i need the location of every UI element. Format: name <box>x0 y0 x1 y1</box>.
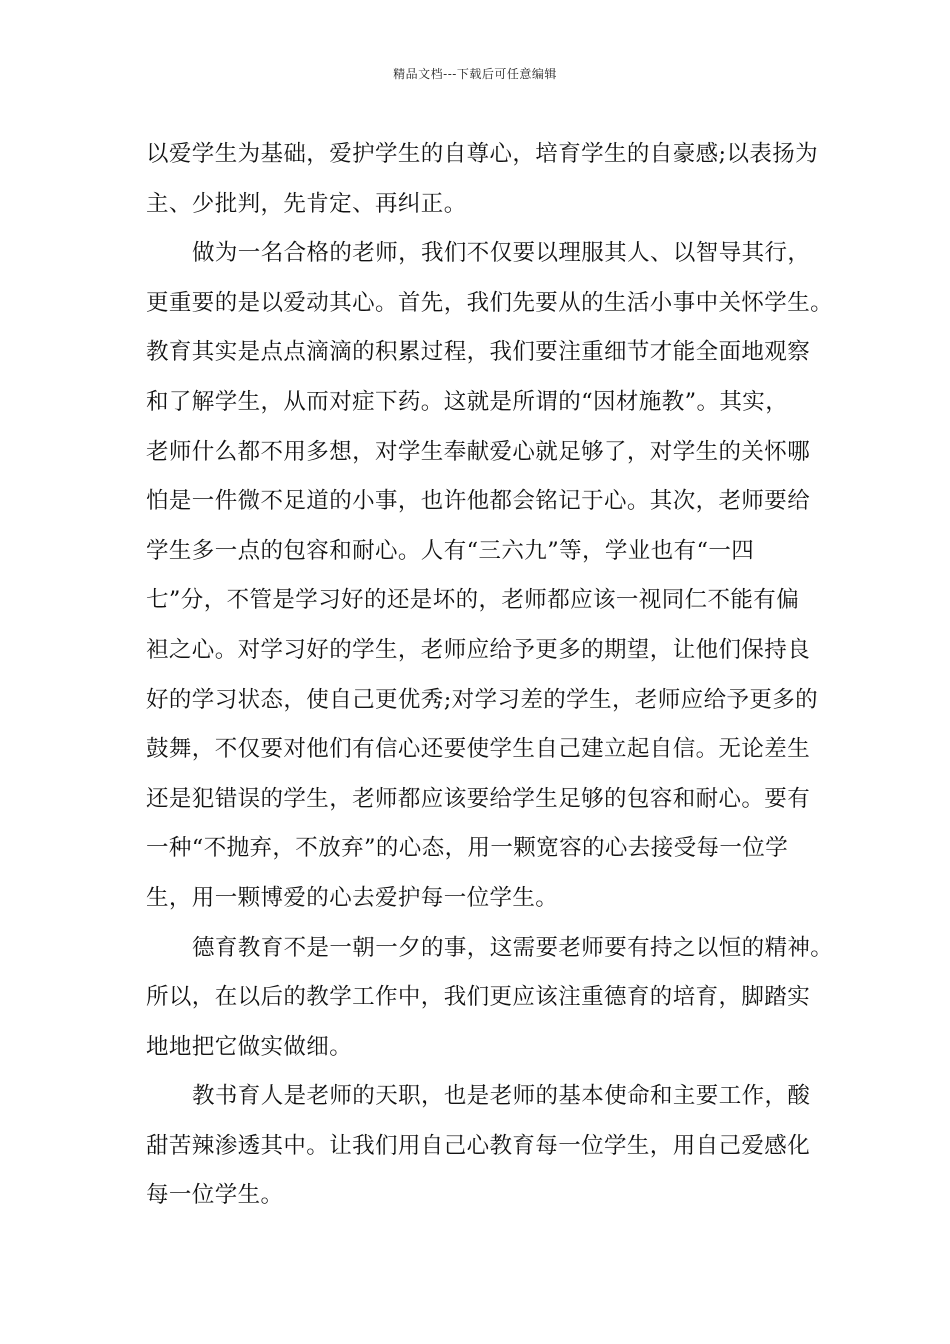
text-line: 以爱学生为基础，爱护学生的自尊心，培育学生的自豪感;以表扬为 <box>146 141 819 167</box>
text-line: 和了解学生，从而对症下药。这就是所谓的“因材施教”。其实， <box>146 388 789 415</box>
text-line: 做为一名合格的老师，我们不仅要以理服其人、以智导其行， <box>192 240 811 267</box>
text-line: 每一位学生。 <box>146 1182 284 1209</box>
text-line: 德育教育不是一朝一夕的事，这需要老师要有持之以恒的精神。 <box>192 934 834 961</box>
text-line: 一种“不抛弃，不放弃”的心态，用一颗宽容的心去接受每一位学 <box>146 835 789 862</box>
document-body <box>146 130 834 1221</box>
text-line: 教书育人是老师的天职，也是老师的基本使命和主要工作，酸 <box>192 1083 811 1110</box>
text-line: 还是犯错误的学生，老师都应该要给学生足够的包容和耐心。要有 <box>146 785 811 812</box>
text-line: 好的学习状态，使自己更优秀;对学习差的学生，老师应给予更多的 <box>146 686 819 713</box>
text-line: 学生多一点的包容和耐心。人有“三六九”等，学业也有“一四 <box>146 537 755 564</box>
text-line: 教育其实是点点滴滴的积累过程，我们要注重细节才能全面地观察 <box>146 339 811 366</box>
text-line: 老师什么都不用多想，对学生奉献爱心就足够了，对学生的关怀哪 <box>146 438 811 465</box>
text-line: 所以，在以后的教学工作中，我们更应该注重德育的培育，脚踏实 <box>146 984 811 1011</box>
text-line: 主、少批判，先肯定、再纠正。 <box>146 190 467 217</box>
text-line: 地地把它做实做细。 <box>146 1033 353 1060</box>
text-line: 甜苦辣渗透其中。让我们用自己心教育每一位学生，用自己爱感化 <box>146 1132 811 1159</box>
page-header: 精品文档---下载后可任意编辑 <box>393 67 557 81</box>
text-line: 生，用一颗博爱的心去爱护每一位学生。 <box>146 884 559 911</box>
text-line: 七”分，不管是学习好的还是坏的，老师都应该一视同仁不能有偏 <box>146 587 800 614</box>
text-line: 鼓舞，不仅要对他们有信心还要使学生自己建立起自信。无论差生 <box>146 736 811 763</box>
text-line: 更重要的是以爱动其心。首先，我们先要从的生活小事中关怀学生。 <box>146 289 834 316</box>
text-line: 袒之心。对学习好的学生，老师应给予更多的期望，让他们保持良 <box>146 636 811 663</box>
text-line: 怕是一件微不足道的小事，也许他都会铭记于心。其次，老师要给 <box>146 488 811 515</box>
